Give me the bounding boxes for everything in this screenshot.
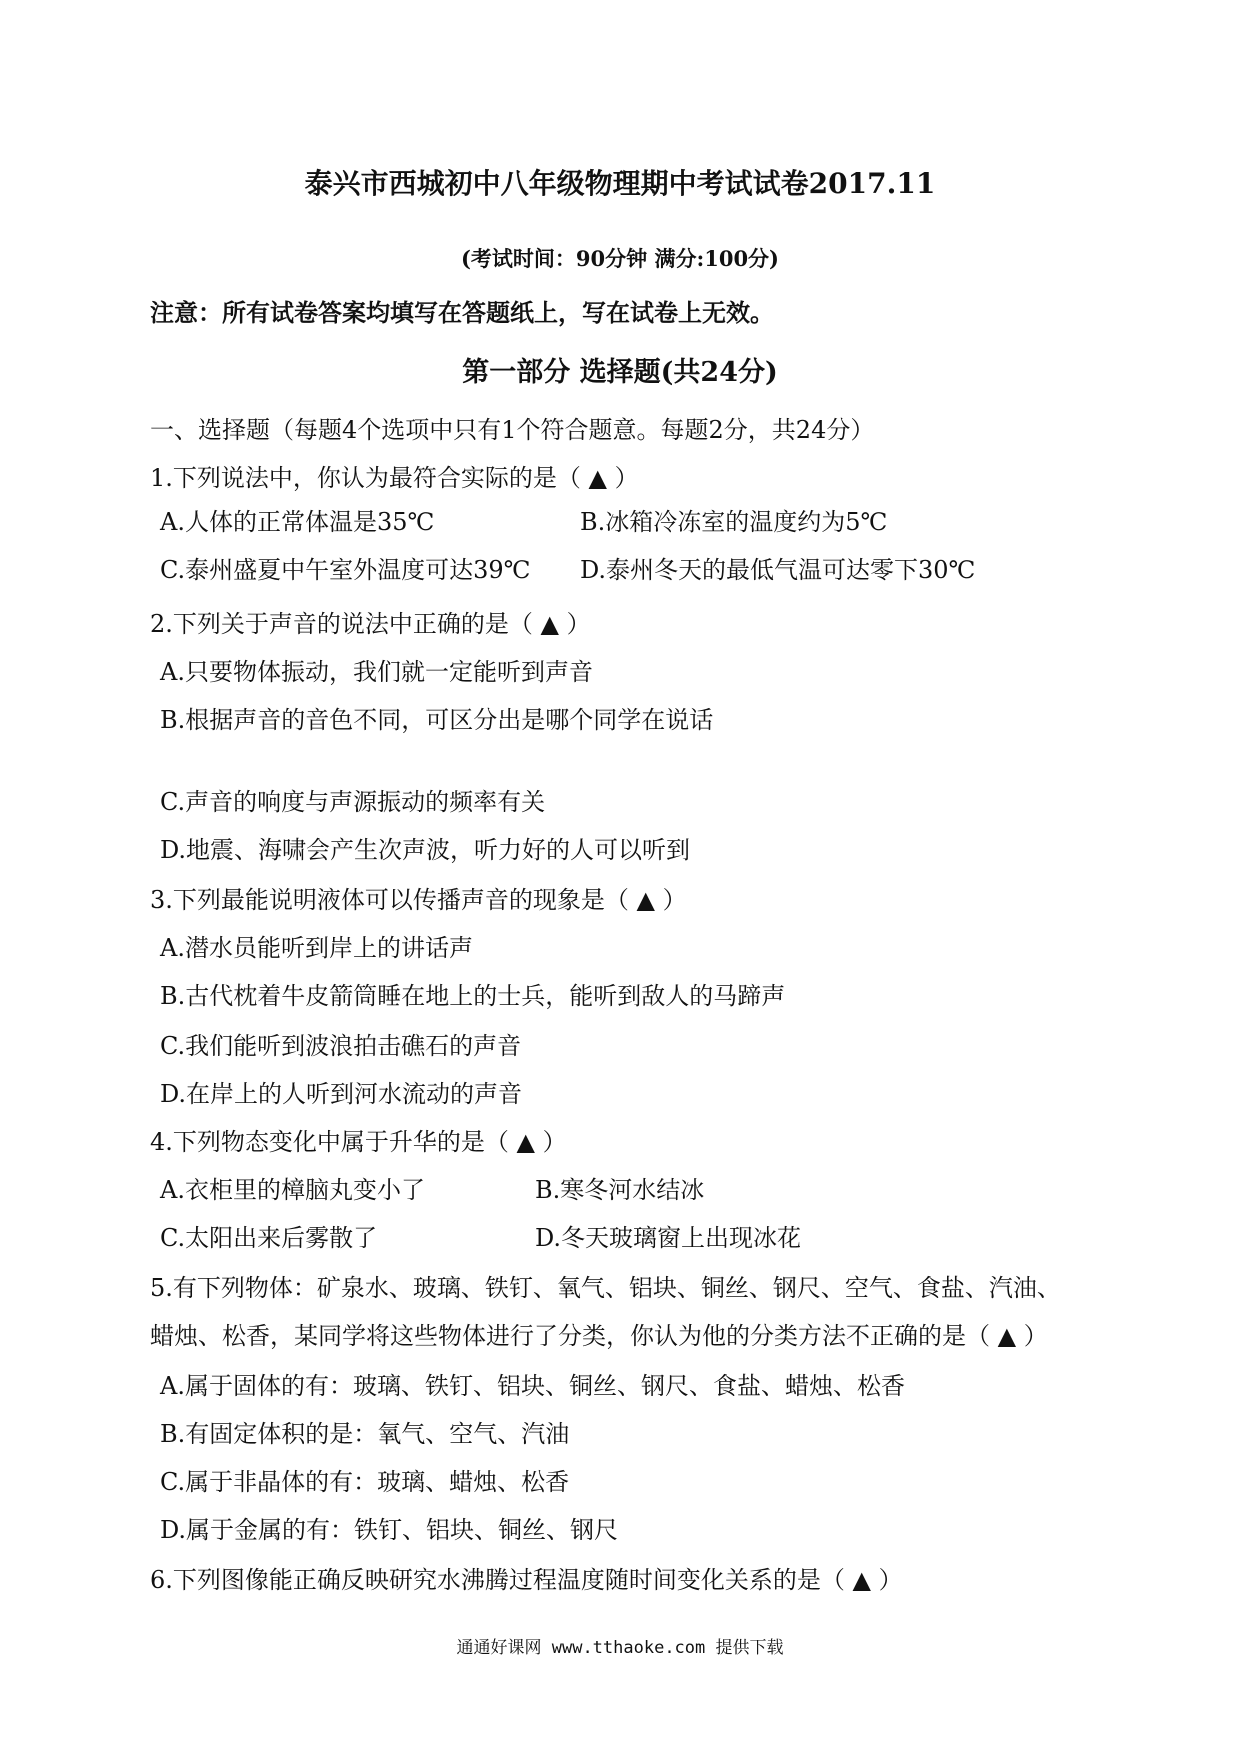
- exam-info: (考试时间：90分钟 满分:100分): [461, 246, 779, 271]
- question-3-option-a: A.潜水员能听到岸上的讲话声: [160, 934, 473, 962]
- question-4-option-d: D.冬天玻璃窗上出现冰花: [535, 1224, 802, 1252]
- question-4-option-a: A.衣柜里的樟脑丸变小了: [160, 1176, 425, 1204]
- question-5-option-b: B.有固定体积的是：氧气、空气、汽油: [160, 1420, 570, 1448]
- question-4-stem: 4.下列物态变化中属于升华的是（ ▲ ）: [150, 1128, 567, 1156]
- question-2-option-a: A.只要物体振动，我们就一定能听到声音: [160, 658, 593, 686]
- question-3-stem: 3.下列最能说明液体可以传播声音的现象是（ ▲ ）: [150, 886, 687, 914]
- question-6-stem: 6.下列图像能正确反映研究水沸腾过程温度随时间变化关系的是（ ▲ ）: [150, 1566, 903, 1594]
- question-2-option-d: D.地震、海啸会产生次声波，听力好的人可以听到: [160, 836, 691, 864]
- question-4-option-b: B.寒冬河水结冰: [535, 1176, 705, 1204]
- question-5-option-d: D.属于金属的有：铁钉、铝块、铜丝、钢尺: [160, 1516, 619, 1544]
- question-4-option-c: C.太阳出来后雾散了: [160, 1224, 378, 1252]
- question-5-stem-line-1: 5.有下列物体：矿泉水、玻璃、铁钉、氧气、铝块、铜丝、钢尺、空气、食盐、汽油、: [150, 1274, 1061, 1302]
- question-1-stem: 1.下列说法中，你认为最符合实际的是（ ▲ ）: [150, 464, 639, 492]
- exam-title: 泰兴市西城初中八年级物理期中考试试卷2017.11: [304, 167, 936, 200]
- question-3-option-c: C.我们能听到波浪拍击礁石的声音: [160, 1032, 522, 1060]
- question-2-option-c: C.声音的响度与声源振动的频率有关: [160, 788, 546, 816]
- question-5-option-a: A.属于固体的有：玻璃、铁钉、铝块、铜丝、钢尺、食盐、蜡烛、松香: [160, 1372, 905, 1400]
- question-1-option-b: B.冰箱冷冻室的温度约为5℃: [580, 508, 888, 536]
- question-1-option-a: A.人体的正常体温是35℃: [160, 508, 435, 536]
- question-2-stem: 2.下列关于声音的说法中正确的是（ ▲ ）: [150, 610, 591, 638]
- question-5-stem-line-2: 蜡烛、松香，某同学将这些物体进行了分类，你认为他的分类方法不正确的是（ ▲ ）: [150, 1322, 1048, 1350]
- page-footer: 通通好课网 www.tthaoke.com 提供下载: [456, 1638, 784, 1658]
- question-2-option-b: B.根据声音的音色不同，可区分出是哪个同学在说话: [160, 706, 714, 734]
- question-3-option-b: B.古代枕着牛皮箭筒睡在地上的士兵，能听到敌人的马蹄声: [160, 982, 786, 1010]
- exam-notice: 注意：所有试卷答案均填写在答题纸上，写在试卷上无效。: [150, 298, 774, 327]
- question-5-option-c: C.属于非晶体的有：玻璃、蜡烛、松香: [160, 1468, 570, 1496]
- question-3-option-d: D.在岸上的人听到河水流动的声音: [160, 1080, 523, 1108]
- section-heading: 一、选择题（每题4个选项中只有1个符合题意。每题2分，共24分）: [150, 416, 875, 444]
- question-1-option-c: C.泰州盛夏中午室外温度可达39℃: [160, 556, 531, 584]
- question-1-option-d: D.泰州冬天的最低气温可达零下30℃: [580, 556, 976, 584]
- part-heading: 第一部分 选择题(共24分): [462, 357, 778, 388]
